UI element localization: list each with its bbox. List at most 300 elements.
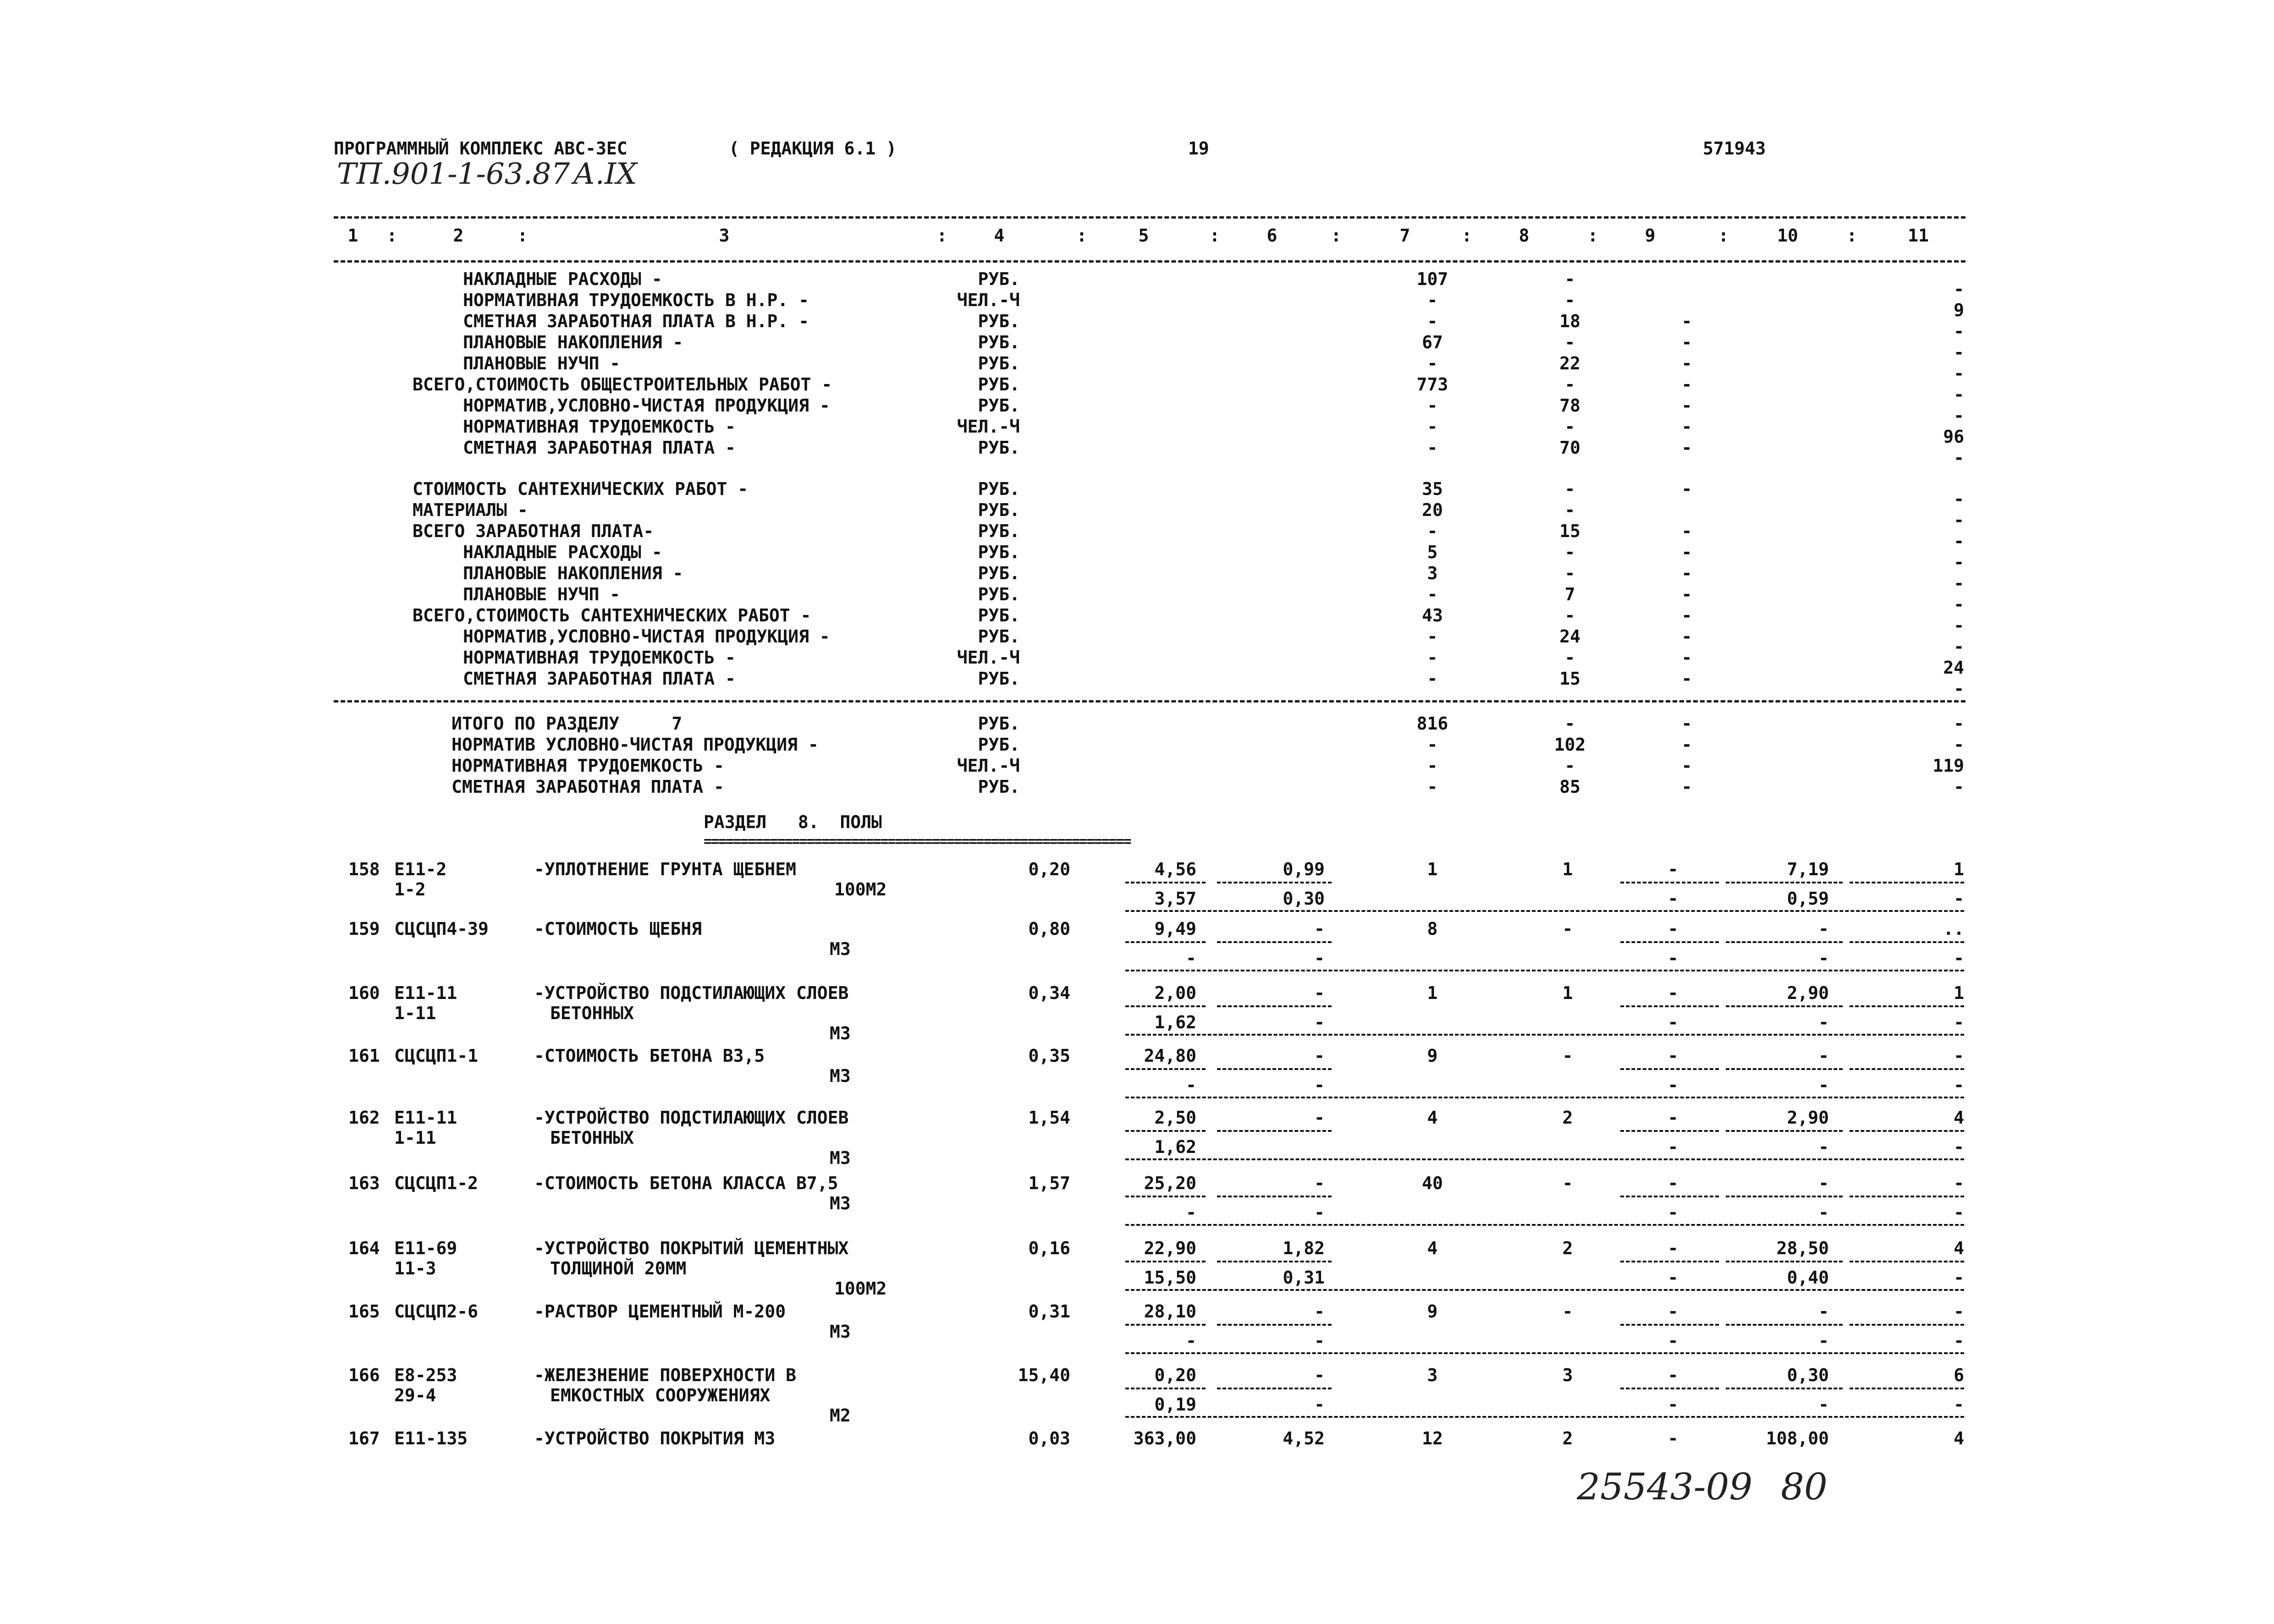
wage-split-rule xyxy=(1217,1196,1332,1197)
column-number-2: 2 xyxy=(453,225,464,246)
item-bottom-rule xyxy=(1125,1352,1964,1354)
item-col7: 9 xyxy=(1427,1046,1438,1066)
item-col10: 0,30 xyxy=(1787,1365,1829,1385)
item-price: 22,90 xyxy=(1144,1238,1196,1258)
summary-col11: 24 xyxy=(1943,658,1964,678)
summary-label: ВСЕГО,СТОИМОСТЬ САНТЕХНИЧЕСКИХ РАБОТ - xyxy=(413,605,811,625)
col9-split-rule xyxy=(1620,1068,1719,1070)
item-col10: 28,50 xyxy=(1776,1238,1829,1258)
item-col7: 9 xyxy=(1427,1301,1438,1322)
item-col8: - xyxy=(1562,1173,1573,1193)
col9-split-rule xyxy=(1620,1196,1719,1197)
summary-col7: - xyxy=(1427,647,1438,668)
item-col10-base: - xyxy=(1818,1394,1829,1415)
item-description: ЕМКОСТНЫХ СООРУЖЕНИЯХ xyxy=(550,1385,771,1405)
item-wage: - xyxy=(1314,1046,1325,1066)
item-col10: - xyxy=(1818,1173,1829,1193)
item-rate-code: Е11-2 xyxy=(394,859,447,879)
item-unit: М3 xyxy=(830,1193,851,1213)
handwritten-project-number: ТП.901-1-63.87 xyxy=(337,157,570,191)
item-col11: 1 xyxy=(1954,859,1964,879)
item-wage-base: - xyxy=(1314,1012,1325,1032)
item-rate-code: СЦСЦП4-39 xyxy=(394,919,489,939)
item-col11-base: - xyxy=(1954,1075,1964,1095)
totals-unit: ЧЕЛ.-Ч xyxy=(957,756,1020,776)
item-col10-base: - xyxy=(1818,1012,1829,1032)
item-rate-code: Е11-135 xyxy=(394,1428,468,1448)
wage-split-rule xyxy=(1217,1130,1332,1132)
column-separator: : xyxy=(936,225,947,246)
summary-col8: 15 xyxy=(1559,669,1580,689)
column-number-11: 11 xyxy=(1908,225,1929,246)
totals-label: СМЕТНАЯ ЗАРАБОТНАЯ ПЛАТА - xyxy=(451,777,724,797)
item-col9: - xyxy=(1668,1238,1679,1258)
summary-unit: ЧЕЛ.-Ч xyxy=(957,647,1020,668)
totals-col11: - xyxy=(1954,713,1964,734)
col11-split-rule xyxy=(1850,1130,1964,1132)
summary-col11: - xyxy=(1954,552,1964,572)
item-quantity: 1,57 xyxy=(1028,1173,1070,1193)
item-col9-base: - xyxy=(1668,1267,1679,1288)
section8-underline: ========================================================== xyxy=(704,834,1131,850)
item-col7: 3 xyxy=(1427,1365,1438,1385)
item-wage: - xyxy=(1314,983,1325,1003)
item-col8: 1 xyxy=(1562,859,1573,879)
wage-split-rule xyxy=(1217,1261,1332,1262)
item-description: -УСТРОЙСТВО ПОКРЫТИЯ МЗ xyxy=(534,1428,776,1448)
item-col11: 4 xyxy=(1954,1238,1964,1258)
item-col9-base: - xyxy=(1668,1137,1679,1157)
item-col7: 1 xyxy=(1427,859,1438,879)
item-unit: М3 xyxy=(830,1066,851,1086)
totals-col9: - xyxy=(1681,777,1692,797)
item-col10-base: 0,40 xyxy=(1787,1267,1829,1288)
item-quantity: 0,34 xyxy=(1028,983,1070,1003)
summary-col7: 20 xyxy=(1422,500,1443,520)
summary-col7: - xyxy=(1427,584,1438,604)
item-description: -СТОИМОСТЬ ЩЕБНЯ xyxy=(534,919,702,939)
summary-col7: - xyxy=(1427,395,1438,416)
item-rate-code: Е11-69 xyxy=(394,1238,457,1258)
item-unit: 100М2 xyxy=(834,879,887,900)
summary-col11: - xyxy=(1954,531,1964,551)
totals-col8: 85 xyxy=(1559,777,1580,797)
summary-col8: 24 xyxy=(1559,626,1580,647)
item-col11-base: - xyxy=(1954,1394,1964,1415)
summary-label: ПЛАНОВЫЕ НАКОПЛЕНИЯ - xyxy=(463,563,683,583)
summary-label: НОРМАТИВНАЯ ТРУДОЕМКОСТЬ В Н.Р. - xyxy=(463,290,809,310)
summary-col11: - xyxy=(1954,510,1964,530)
summary-col11: - xyxy=(1954,615,1964,636)
summary-col7: 3 xyxy=(1427,563,1438,583)
totals-col11: 119 xyxy=(1933,756,1964,776)
item-col9-base: - xyxy=(1668,948,1679,968)
summary-label: СМЕТНАЯ ЗАРАБОТНАЯ ПЛАТА - xyxy=(463,669,736,689)
summary-label: ВСЕГО ЗАРАБОТНАЯ ПЛАТА- xyxy=(413,521,654,541)
item-col8: 2 xyxy=(1562,1108,1573,1128)
wage-split-rule xyxy=(1217,1388,1332,1389)
summary-label: ПЛАНОВЫЕ НУЧП - xyxy=(463,584,621,604)
col10-split-rule xyxy=(1726,1005,1843,1007)
handwritten-registration-number: 25543-09 xyxy=(1577,1465,1753,1508)
totals-col7: - xyxy=(1427,777,1438,797)
item-rate-code: Е11-11 xyxy=(394,1108,457,1128)
summary-unit: РУБ. xyxy=(978,332,1020,352)
col10-split-rule xyxy=(1726,1324,1843,1326)
summary-col11: - xyxy=(1954,594,1964,614)
wage-split-rule xyxy=(1217,882,1332,883)
item-description: -РАСТВОР ЦЕМЕНТНЫЙ М-200 xyxy=(534,1301,786,1322)
item-col11-base: - xyxy=(1954,1202,1964,1223)
item-rate-subcode: 11-3 xyxy=(394,1258,436,1278)
summary-col9: - xyxy=(1681,417,1692,437)
totals-top-rule xyxy=(334,700,1966,702)
col9-split-rule xyxy=(1620,882,1719,883)
item-price-base: - xyxy=(1186,1075,1196,1095)
totals-label: НОРМАТИВНАЯ ТРУДОЕМКОСТЬ - xyxy=(451,756,724,776)
column-number-4: 4 xyxy=(994,225,1005,246)
summary-col9: - xyxy=(1681,311,1692,331)
column-separator: : xyxy=(1076,225,1087,246)
summary-col7: - xyxy=(1427,353,1438,373)
summary-col11: - xyxy=(1954,489,1964,509)
item-col7: 40 xyxy=(1422,1173,1443,1193)
item-wage: - xyxy=(1314,919,1325,939)
item-description: ТОЛЩИНОЙ 20ММ xyxy=(550,1258,687,1278)
summary-col11: - xyxy=(1954,573,1964,593)
totals-col7: - xyxy=(1427,756,1438,776)
item-wage: - xyxy=(1314,1173,1325,1193)
summary-col8: - xyxy=(1564,563,1575,583)
col11-split-rule xyxy=(1850,1005,1964,1007)
item-col11: - xyxy=(1954,1173,1964,1193)
item-description: -УПЛОТНЕНИЕ ГРУНТА ЩЕБНЕМ xyxy=(534,859,796,879)
summary-unit: РУБ. xyxy=(978,438,1020,458)
column-separator: : xyxy=(517,225,528,246)
item-col11-base: - xyxy=(1954,1267,1964,1288)
item-col10: - xyxy=(1818,1046,1829,1066)
item-col10-base: - xyxy=(1818,1075,1829,1095)
summary-col9: - xyxy=(1681,332,1692,352)
item-bottom-rule xyxy=(1125,1034,1964,1036)
item-price-base: - xyxy=(1186,1202,1196,1223)
totals-col9: - xyxy=(1681,735,1692,755)
summary-col7: 5 xyxy=(1427,542,1438,562)
column-number-6: 6 xyxy=(1266,225,1277,246)
item-col9-base: - xyxy=(1668,889,1679,909)
item-rate-subcode: 1-11 xyxy=(394,1003,436,1023)
item-wage-base: - xyxy=(1314,1202,1325,1223)
totals-col7: 816 xyxy=(1416,713,1448,734)
summary-label: СМЕТНАЯ ЗАРАБОТНАЯ ПЛАТА В Н.Р. - xyxy=(463,311,809,331)
summary-col9: - xyxy=(1681,584,1692,604)
price-split-rule xyxy=(1125,1068,1206,1070)
summary-unit: РУБ. xyxy=(978,605,1020,625)
item-col11: 6 xyxy=(1954,1365,1964,1385)
summary-col8: - xyxy=(1564,542,1575,562)
price-split-rule xyxy=(1125,1130,1206,1132)
summary-label: ПЛАНОВЫЕ НАКОПЛЕНИЯ - xyxy=(463,332,683,352)
column-separator: : xyxy=(1461,225,1472,246)
item-unit: 100М2 xyxy=(834,1278,887,1299)
item-col9-base: - xyxy=(1668,1012,1679,1032)
summary-col7: - xyxy=(1427,438,1438,458)
summary-unit: РУБ. xyxy=(978,353,1020,373)
totals-label: ИТОГО ПО РАЗДЕЛУ 7 xyxy=(451,713,683,734)
summary-label: СТОИМОСТЬ САНТЕХНИЧЕСКИХ РАБОТ - xyxy=(413,479,749,499)
item-col11-base: - xyxy=(1954,948,1964,968)
summary-col11: - xyxy=(1954,406,1964,426)
col10-split-rule xyxy=(1726,882,1843,883)
item-number: 166 xyxy=(348,1365,380,1385)
item-bottom-rule xyxy=(1125,970,1964,971)
wage-split-rule xyxy=(1217,1068,1332,1070)
column-number-9: 9 xyxy=(1645,225,1656,246)
summary-col11: - xyxy=(1954,279,1964,299)
item-price: 363,00 xyxy=(1133,1428,1196,1448)
item-wage: 4,52 xyxy=(1283,1428,1325,1448)
item-col9-base: - xyxy=(1668,1075,1679,1095)
item-col9-base: - xyxy=(1668,1331,1679,1351)
item-col10: 108,00 xyxy=(1766,1428,1829,1448)
item-bottom-rule xyxy=(1125,910,1964,912)
item-quantity: 0,80 xyxy=(1028,919,1070,939)
item-description: БЕТОННЫХ xyxy=(550,1128,634,1148)
summary-label: ПЛАНОВЫЕ НУЧП - xyxy=(463,353,621,373)
item-wage: - xyxy=(1314,1108,1325,1128)
item-col11: - xyxy=(1954,1301,1964,1322)
section8-title: РАЗДЕЛ 8. ПОЛЫ xyxy=(704,812,882,832)
item-col8: 2 xyxy=(1562,1238,1573,1258)
item-col7: 12 xyxy=(1422,1428,1443,1448)
item-col10-base: - xyxy=(1818,1137,1829,1157)
item-wage-base: - xyxy=(1314,1331,1325,1351)
item-price: 2,50 xyxy=(1154,1108,1196,1128)
summary-col11: - xyxy=(1954,448,1964,468)
wage-split-rule xyxy=(1217,1005,1332,1007)
item-quantity: 0,16 xyxy=(1028,1238,1070,1258)
item-col9: - xyxy=(1668,859,1679,879)
item-col10: - xyxy=(1818,919,1829,939)
summary-col8: - xyxy=(1564,479,1575,499)
summary-col8: - xyxy=(1564,605,1575,625)
col10-split-rule xyxy=(1726,1068,1843,1070)
item-rate-subcode: 1-2 xyxy=(394,879,426,900)
item-col10-base: - xyxy=(1818,1331,1829,1351)
item-unit: М2 xyxy=(830,1405,851,1426)
item-description: -УСТРОЙСТВО ПОКРЫТИЙ ЦЕМЕНТНЫХ xyxy=(534,1238,849,1258)
summary-col7: - xyxy=(1427,521,1438,541)
summary-col8: - xyxy=(1564,332,1575,352)
item-price: 28,10 xyxy=(1144,1301,1196,1322)
summary-col8: 15 xyxy=(1559,521,1580,541)
summary-label: ВСЕГО,СТОИМОСТЬ ОБЩЕСТРОИТЕЛЬНЫХ РАБОТ - xyxy=(413,374,832,395)
summary-col7: 773 xyxy=(1416,374,1448,395)
col10-split-rule xyxy=(1726,1388,1843,1389)
document-code: 571943 xyxy=(1703,138,1766,159)
summary-col8: - xyxy=(1564,500,1575,520)
price-split-rule xyxy=(1125,941,1206,943)
column-separator: : xyxy=(1846,225,1857,246)
item-rate-code: СЦСЦП2-6 xyxy=(394,1301,479,1322)
item-col9-base: - xyxy=(1668,1394,1679,1415)
summary-col7: 43 xyxy=(1422,605,1443,625)
summary-unit: РУБ. xyxy=(978,374,1020,395)
item-description: -УСТРОЙСТВО ПОДСТИЛАЮЩИХ СЛОЕВ xyxy=(534,983,849,1003)
summary-col9: - xyxy=(1681,374,1692,395)
summary-col11: - xyxy=(1954,636,1964,657)
item-wage-base: 0,30 xyxy=(1283,889,1325,909)
summary-col7: - xyxy=(1427,417,1438,437)
item-col8: - xyxy=(1562,1046,1573,1066)
item-number: 162 xyxy=(348,1108,380,1128)
item-col7: 8 xyxy=(1427,919,1438,939)
summary-col9: - xyxy=(1681,563,1692,583)
summary-col9: - xyxy=(1681,669,1692,689)
item-number: 158 xyxy=(348,859,380,879)
program-title: ПРОГРАММНЫЙ КОМПЛЕКС АВС-3ЕС xyxy=(334,138,628,159)
column-number-3: 3 xyxy=(719,225,730,246)
item-col9: - xyxy=(1668,983,1679,1003)
col11-split-rule xyxy=(1850,1196,1964,1197)
price-split-rule xyxy=(1125,1324,1206,1326)
summary-col8: 7 xyxy=(1564,584,1575,604)
column-separator: : xyxy=(386,225,397,246)
col11-split-rule xyxy=(1850,1388,1964,1389)
summary-unit: РУБ. xyxy=(978,269,1020,289)
summary-label: НОРМАТИВ,УСЛОВНО-ЧИСТАЯ ПРОДУКЦИЯ - xyxy=(463,626,830,647)
column-number-5: 5 xyxy=(1138,225,1149,246)
summary-unit: РУБ. xyxy=(978,311,1020,331)
page-number: 19 xyxy=(1188,138,1209,159)
item-number: 163 xyxy=(348,1173,380,1193)
item-unit: М3 xyxy=(830,1023,851,1043)
summary-label: МАТЕРИАЛЫ - xyxy=(413,500,528,520)
summary-unit: РУБ. xyxy=(978,479,1020,499)
item-quantity: 0,03 xyxy=(1028,1428,1070,1448)
summary-unit: РУБ. xyxy=(978,521,1020,541)
summary-label: НОРМАТИВНАЯ ТРУДОЕМКОСТЬ - xyxy=(463,647,736,668)
item-price-base: - xyxy=(1186,1331,1196,1351)
item-quantity: 15,40 xyxy=(1018,1365,1070,1385)
totals-unit: РУБ. xyxy=(978,735,1020,755)
item-col10-base: - xyxy=(1818,948,1829,968)
item-price-base: 1,62 xyxy=(1154,1137,1196,1157)
totals-col8: 102 xyxy=(1554,735,1586,755)
summary-unit: РУБ. xyxy=(978,669,1020,689)
totals-unit: РУБ. xyxy=(978,777,1020,797)
column-number-7: 7 xyxy=(1399,225,1410,246)
col11-split-rule xyxy=(1850,941,1964,943)
handwritten-page-number: 80 xyxy=(1781,1465,1828,1508)
item-col10: - xyxy=(1818,1301,1829,1322)
summary-unit: ЧЕЛ.-Ч xyxy=(957,417,1020,437)
price-split-rule xyxy=(1125,1261,1206,1262)
item-price-base: 0,19 xyxy=(1154,1394,1196,1415)
item-rate-code: Е8-253 xyxy=(394,1365,457,1385)
item-price: 25,20 xyxy=(1144,1173,1196,1193)
summary-label: НОРМАТИВ,УСЛОВНО-ЧИСТАЯ ПРОДУКЦИЯ - xyxy=(463,395,830,416)
item-number: 159 xyxy=(348,919,380,939)
item-number: 165 xyxy=(348,1301,380,1322)
item-col11: - xyxy=(1954,1046,1964,1066)
col9-split-rule xyxy=(1620,1005,1719,1007)
summary-col11: 9 xyxy=(1954,300,1964,320)
item-col8: 1 xyxy=(1562,983,1573,1003)
item-rate-code: Е11-11 xyxy=(394,983,457,1003)
item-quantity: 0,20 xyxy=(1028,859,1070,879)
summary-label: НОРМАТИВНАЯ ТРУДОЕМКОСТЬ - xyxy=(463,417,736,437)
summary-unit: РУБ. xyxy=(978,584,1020,604)
summary-unit: РУБ. xyxy=(978,500,1020,520)
summary-unit: РУБ. xyxy=(978,395,1020,416)
item-unit: М3 xyxy=(830,1322,851,1342)
column-separator: : xyxy=(1718,225,1729,246)
item-col10: 7,19 xyxy=(1787,859,1829,879)
item-price: 0,20 xyxy=(1154,1365,1196,1385)
item-description: БЕТОННЫХ xyxy=(550,1003,634,1023)
item-bottom-rule xyxy=(1125,1158,1964,1160)
item-number: 167 xyxy=(348,1428,380,1448)
item-col9-base: - xyxy=(1668,1202,1679,1223)
summary-col9: - xyxy=(1681,479,1692,499)
item-col9: - xyxy=(1668,1301,1679,1322)
item-col9: - xyxy=(1668,919,1679,939)
totals-col9: - xyxy=(1681,756,1692,776)
header-bottom-rule xyxy=(334,260,1966,263)
column-separator: : xyxy=(1587,225,1598,246)
item-rate-code: СЦСЦП1-2 xyxy=(394,1173,479,1193)
col11-split-rule xyxy=(1850,1261,1964,1262)
item-col9: - xyxy=(1668,1173,1679,1193)
summary-col9: - xyxy=(1681,542,1692,562)
item-quantity: 1,54 xyxy=(1028,1108,1070,1128)
item-col10-base: - xyxy=(1818,1202,1829,1223)
totals-col7: - xyxy=(1427,735,1438,755)
summary-col8: - xyxy=(1564,417,1575,437)
totals-col8: - xyxy=(1564,713,1575,734)
item-wage-base: 0,31 xyxy=(1283,1267,1325,1288)
summary-col7: - xyxy=(1427,669,1438,689)
price-split-rule xyxy=(1125,1388,1206,1389)
column-separator: : xyxy=(1331,225,1342,246)
summary-col9: - xyxy=(1681,626,1692,647)
item-description: -ЖЕЛЕЗНЕНИЕ ПОВЕРХНОСТИ В xyxy=(534,1365,796,1385)
item-price: 9,49 xyxy=(1154,919,1196,939)
col9-split-rule xyxy=(1620,1324,1719,1326)
summary-col7: 107 xyxy=(1416,269,1448,289)
summary-col7: 35 xyxy=(1422,479,1443,499)
col9-split-rule xyxy=(1620,1388,1719,1389)
item-description: -СТОИМОСТЬ БЕТОНА В3,5 xyxy=(534,1046,765,1066)
summary-col11: 96 xyxy=(1943,427,1964,447)
item-number: 160 xyxy=(348,983,380,1003)
item-wage: 1,82 xyxy=(1283,1238,1325,1258)
handwritten-album-number: А.IX xyxy=(573,157,637,191)
item-number: 161 xyxy=(348,1046,380,1066)
price-split-rule xyxy=(1125,882,1206,883)
wage-split-rule xyxy=(1217,1324,1332,1326)
item-col8: 2 xyxy=(1562,1428,1573,1448)
summary-col9: - xyxy=(1681,647,1692,668)
item-rate-code: СЦСЦП1-1 xyxy=(394,1046,479,1066)
col10-split-rule xyxy=(1726,1196,1843,1197)
item-col10: 2,90 xyxy=(1787,1108,1829,1128)
summary-col9: - xyxy=(1681,521,1692,541)
item-col8: - xyxy=(1562,1301,1573,1322)
item-bottom-rule xyxy=(1125,1224,1964,1226)
summary-col8: 18 xyxy=(1559,311,1580,331)
